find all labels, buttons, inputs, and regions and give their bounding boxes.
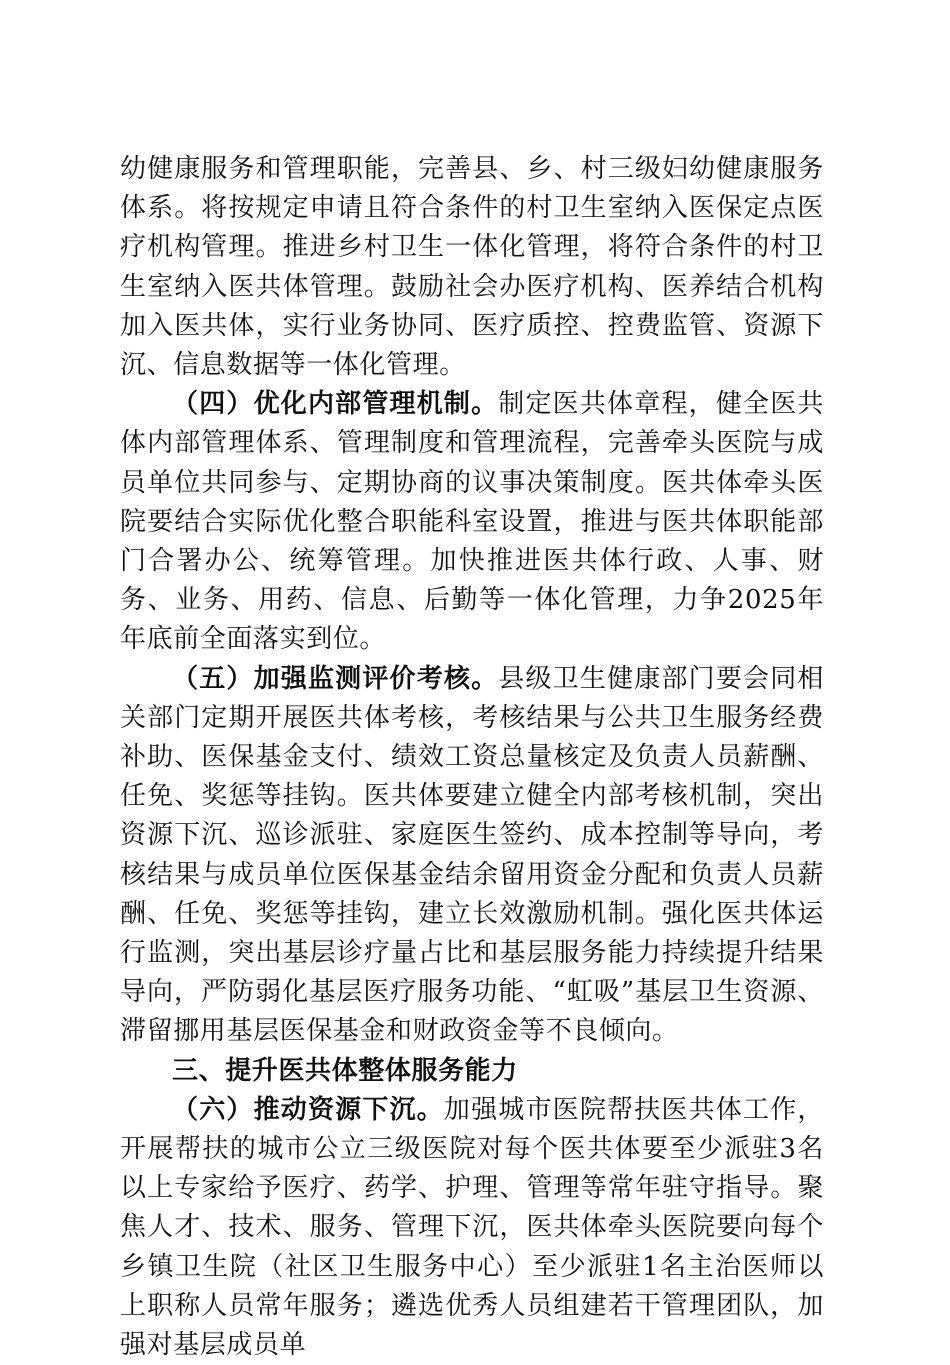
- paragraph-6: [120, 1091, 824, 1365]
- paragraph-6-text: 加强城市医院帮扶医共体工作，开展帮扶的城市公立三级医院对每个医共体要至少派驻3名以上专家给予医疗、药学、护理、管理等常年驻守指导。聚焦人才、技术、服务、管理下沉，医共体牵头医院要向每个乡镇卫生院（社区卫生服务中心）至少派驻1名主治医师以上职称人员常年服务；遴选优秀人员组建若干管理团队，加强对基层成员单: [120, 1094, 824, 1361]
- paragraph-1-text: 幼健康服务和管理职能，完善县、乡、村三级妇幼健康服务体系。将按规定申请且符合条件的村卫生室纳入医保定点医疗机构管理。推进乡村卫生一体化管理，将符合条件的村卫生室纳入医共体管理。鼓励社会办医疗机构、医养结合机构加入医共体，实行业务协同、医疗质控、控费监管、资源下沉、信息数据等一体化管理。: [120, 154, 824, 381]
- section-heading: 三、提升医共体整体服务能力: [172, 1055, 518, 1086]
- paragraph-5: [120, 660, 824, 1052]
- paragraph-4-lead: （四）优化内部管理机制。: [172, 389, 499, 420]
- paragraph-1: [120, 150, 824, 385]
- paragraph-5-text: 县级卫生健康部门要会同相关部门定期开展医共体考核，考核结果与公共卫生服务经费补助、医保基金支付、绩效工资总量核定及负责人员薪酬、任免、奖惩等挂钩。医共体要建立健全内部考核机制，突出资源下沉、巡诊派驻、家庭医生签约、成本控制等导向，考核结果与成员单位医保基金结余留用资金分配和负责人员薪酬、任免、奖惩等挂钩，建立长效激励机制。强化医共体运行监测，突出基层诊疗量占比和基层服务能力持续提升结果导向，严防弱化基层医疗服务功能、“虹吸”基层卫生资源、滞留挪用基层医保基金和财政资金等不良倾向。: [120, 663, 824, 1047]
- paragraph-6-lead: （六）推动资源下沉。: [172, 1094, 444, 1125]
- paragraph-4: [120, 385, 824, 659]
- paragraph-4-text: 制定医共体章程，健全医共体内部管理体系、管理制度和管理流程，完善牵头医院与成员单位共同参与、定期协商的议事决策制度。医共体牵头医院要结合实际优化整合职能科室设置，推进与医共体职能部门合署办公、统筹管理。加快推进医共体行政、人事、财务、业务、用药、信息、后勤等一体化管理，力争2025年年底前全面落实到位。: [120, 389, 824, 655]
- document-body: [120, 150, 824, 1365]
- paragraph-5-lead: （五）加强监测评价考核。: [172, 663, 499, 694]
